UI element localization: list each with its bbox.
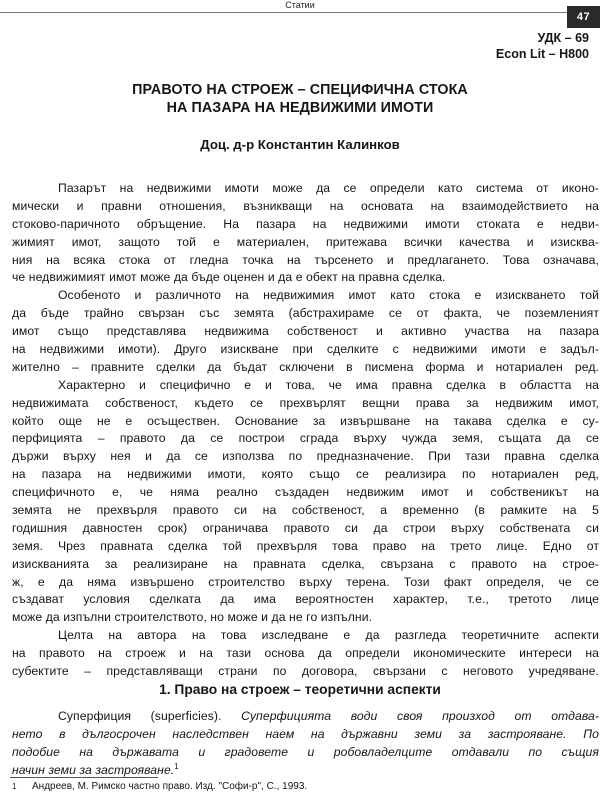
body-line: Пазарът на недвижими имоти може да се определи като система от иконо- [58,181,599,195]
footnote-reference[interactable]: 1 [174,761,179,771]
body-line: на правото на строеж и на тази основа да определи икономическите интереси на [12,646,599,661]
superficies-term: Суперфиция (superficies). [58,709,242,723]
body-line: мически и правни отношения, възникващи на основата на взаимодействието на [12,198,599,213]
footnote-number: 1 [12,782,17,791]
body-line: имот също представлява недвижима собственост и активно участва на пазара [12,324,599,339]
body-line: Особеното и различното на недвижимия имот като стока е изискването той [58,288,599,303]
body-line: на недвижими имоти). Друго изискване при сделките с недвижими имоти е задъл- [12,342,599,357]
footnote-divider [10,777,158,778]
body-line: нето в дългосрочен наследствен наем на държавни земи за застрояване. По [12,726,599,741]
body-line: специфичното е, че няма реално създаден недвижим имот и собственикът на [12,485,599,500]
body-line: ж, е да няма извършено строителство върху терена. Този факт определя, че се [12,574,599,589]
body-line: изискванията за реализиране на правната сделка, свързана с правото на строе- [12,556,599,571]
body-line: създават условия сделката да има вероятностен характер, т.е., третото лице [12,592,599,607]
italic-text: Суперфицията води своя произход от отдава- [241,709,599,723]
body-line [12,708,599,726]
title-line: ПРАВОТО НА СТРОЕЖ – СПЕЦИФИЧНА СТОКА [132,82,468,98]
header-rule [0,12,600,13]
body-line: жимият имот, защото той е материален, притежава всички качества и изисква- [12,234,599,249]
body-line: който още не е осъществен. Основание за извършване на такава сделка е су- [12,413,599,428]
udc-code: УДК – 69 [537,31,589,45]
italic-text: начин земи за застрояване. [12,762,175,777]
body-line: стоково-паричното обръщение. На пазара на недвижими имоти стоката е недви- [12,216,599,231]
article-author: Доц. д-р Константин Калинков [200,137,400,152]
body-line: земята не прехвърля правото си на собственост, а временно (в рамките на 5 [12,503,599,518]
article-title [0,81,600,117]
body-line: Целта на автора на това изследване е да разгледа теоретичните аспекти [58,628,599,643]
body-line: годишния давностен срок) ограничава правото си да строи върху собствената си [12,520,599,535]
section-heading: 1. Право на строеж – теоретични аспекти [159,682,441,697]
article-body [12,180,599,681]
page-number-tab: 47 [567,6,600,28]
footnote-text: Андреев, М. Римско частно право. Изд. "Софи-р", С., 1993. [32,781,308,792]
body-line: подобие на държавата и градовете и робовладелците отдавали по същия [12,744,599,759]
body-line: жително – правните сделки да бъдат сключени в писмена форма и нотариален ред. [12,359,599,374]
body-line: Характерно и специфично е и това, че има правна сделка в областта на [58,377,599,392]
body-line: ния на всяка стока от гледна точка на търсенето и предлагането. Това означава, [12,252,599,267]
title-line: НА ПАЗАРА НА НЕДВИЖИМИ ИМОТИ [166,100,434,116]
body-line: държи върху нея и да се използва по предназначение. При тази правна сделка [12,449,599,464]
econlit-code: Econ Lit – H800 [495,47,589,61]
footnote [12,781,307,793]
classification-codes [496,30,589,62]
body-line: че недвижимият имот може да бъде оценен и да е обект на правна сделка. [12,270,446,285]
body-line: земя. Чрез правната сделка той прехвърля това право на трето лице. Едно от [12,538,599,553]
section-1-body [12,708,599,780]
running-head: Статии [285,0,315,10]
body-line: недвижимата собственост, където се прехвърлят вещни права за недвижим имот, [12,395,599,410]
body-line: да бъде трайно свързан със земята (абстрахираме се от факта, че поземленият [12,306,599,321]
body-line: перфицията – правото да се построи сграда върху чужда земя, същата да се [12,431,599,446]
body-line: субектите – представляващи страни по договора, свързани с неговото учредяване. [12,664,599,679]
body-line: може да изпълни строителството, но може и да не го изпълни. [12,610,373,625]
body-line: на пазара на недвижими имоти, която също се реализира по нотариален ред, [12,467,599,482]
